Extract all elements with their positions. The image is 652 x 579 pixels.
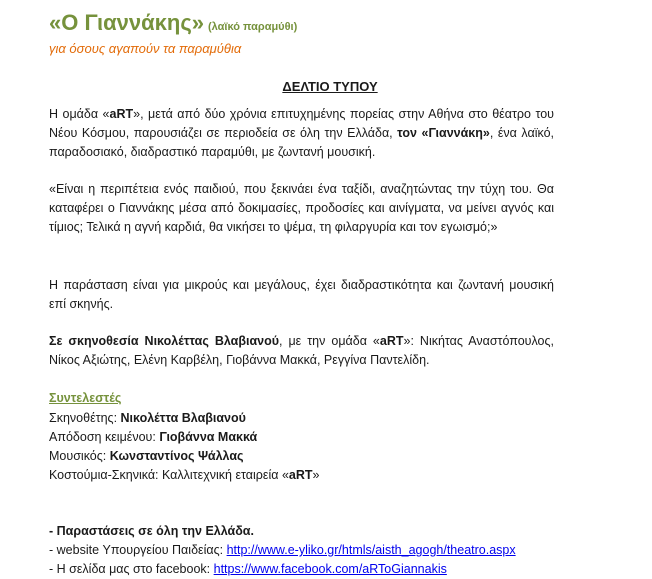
credit-director	[49, 409, 319, 428]
ministry-label: - website Υπουργείου Παιδείας:	[49, 543, 227, 557]
audience-text: Η παράσταση είναι για μικρούς και μεγάλους, έχει διαδραστικότητα και ζωντανή μουσική επί σκηνής.	[49, 278, 554, 311]
credit-name: Νικολέττα Βλαβιανού	[120, 411, 246, 425]
direction-group: aRT	[379, 334, 404, 348]
links-section	[49, 522, 516, 579]
title-subtext: (λαϊκό παραμύθι)	[208, 21, 298, 33]
credits-heading: Συντελεστές	[49, 391, 122, 405]
facebook-label: - Η σελίδα μας στο facebook:	[49, 562, 214, 576]
credit-group: aRT	[288, 468, 313, 482]
credit-name: Κωνσταντίνος Ψάλλας	[109, 449, 244, 463]
credit-text-adaptation	[49, 428, 319, 447]
intro-group: aRT	[109, 107, 134, 121]
direction-text-1: , με την ομάδα «	[279, 334, 380, 348]
audience-paragraph	[49, 276, 554, 314]
press-release-heading: ΔΕΛΤΙΟ ΤΥΠΟΥ	[282, 79, 378, 94]
facebook-link[interactable]: https://www.facebook.com/aRToGiannakis	[213, 562, 447, 576]
credit-role: Μουσικός:	[49, 449, 110, 463]
document-title	[49, 8, 297, 42]
intro-play: τον «Γιαννάκη»	[397, 126, 490, 140]
intro-text-2: », μετά από δύο χρόνια επιτυχημένης πορείας στην Αθήνα στο θέατρο του Νέου Κόσμου, παρουσιάζει σε περιοδεία σε όλη την Ελλάδα,	[49, 107, 555, 140]
credits-list	[49, 409, 319, 485]
facebook-line	[49, 560, 516, 579]
document-subtitle: για όσους αγαπούν τα παραμύθια	[49, 41, 242, 56]
credit-role: Σκηνοθέτης:	[49, 411, 121, 425]
ministry-link[interactable]: http://www.e-yliko.gr/htmls/aisth_agogh/theatro.aspx	[226, 543, 516, 557]
intro-text-1: Η ομάδα «	[49, 107, 110, 121]
performances-line: - Παραστάσεις σε όλη την Ελλάδα.	[49, 524, 254, 538]
direction-bold: Σε σκηνοθεσία Νικολέττας Βλαβιανού	[49, 334, 279, 348]
credit-role: Απόδοση κειμένου:	[49, 430, 160, 444]
credit-role: Κοστούμια-Σκηνικά: Καλλιτεχνική εταιρεία «	[49, 468, 289, 482]
credit-musician	[49, 447, 319, 466]
ministry-line	[49, 541, 516, 560]
direction-paragraph	[49, 332, 554, 370]
quote-text: «Είναι η περιπέτεια ενός παιδιού, που ξεκινάει ένα ταξίδι, αναζητώντας την τύχη του. Θα καταφέρει ο Γιαννάκης μέσα από δοκιμασίες, προδοσίες και αινίγματα, να μείνει αγνός και τίμιος; Τελικά η αγνή καρδιά, θα νικήσει το ψέμα, τη φιλαργυρία και τον εγωισμό;»	[49, 182, 554, 234]
credit-name: Γιοβάννα Μακκά	[159, 430, 258, 444]
intro-paragraph	[49, 105, 554, 162]
intro-text-3: , ένα λαϊκό, παραδοσιακό, διαδραστικό παραμύθι, με ζωντανή μουσική.	[49, 126, 554, 159]
title-text: «Ο Γιαννάκης»	[49, 10, 204, 35]
credit-costumes-sets	[49, 466, 319, 485]
credit-end: »	[312, 468, 320, 482]
direction-text-2: »: Νικήτας Αναστόπουλος, Νίκος Αξιώτης, Ελένη Καρβέλη, Γιοβάννα Μακκά, Ρεγγίνα Παντελίδη.	[49, 334, 554, 367]
quote-paragraph	[49, 180, 554, 237]
